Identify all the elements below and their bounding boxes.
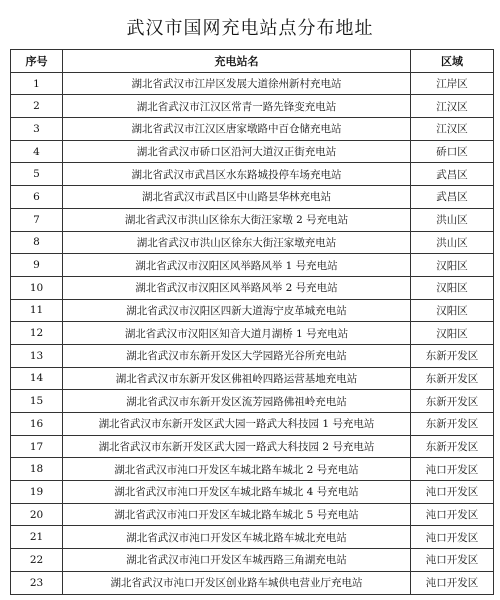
cell-station-name: 湖北省武汉市沌口开发区车城北路车城北 5 号充电站 — [63, 503, 411, 526]
cell-district: 汉阳区 — [411, 322, 494, 345]
cell-district: 东新开发区 — [411, 390, 494, 413]
table-row — [11, 458, 494, 481]
cell-station-name: 湖北省武汉市沌口开发区车城北路车城北 2 号充电站 — [63, 458, 411, 481]
table-row — [11, 413, 494, 436]
cell-station-name: 湖北省武汉市洪山区徐东大街汪家墩充电站 — [63, 231, 411, 254]
cell-index: 4 — [11, 140, 63, 163]
cell-station-name: 湖北省武汉市武昌区水东路城投停车场充电站 — [63, 163, 411, 186]
cell-index: 19 — [11, 481, 63, 504]
cell-district: 武昌区 — [411, 186, 494, 209]
table-row — [11, 95, 494, 118]
cell-station-name: 湖北省武汉市汉阳区知音大道月湖桥 1 号充电站 — [63, 322, 411, 345]
table-row — [11, 367, 494, 390]
cell-station-name: 湖北省武汉市沌口开发区创业路车城供电营业厅充电站 — [63, 571, 411, 594]
cell-index: 5 — [11, 163, 63, 186]
table-row — [11, 299, 494, 322]
cell-index: 2 — [11, 95, 63, 118]
cell-district: 江汉区 — [411, 95, 494, 118]
cell-district: 沌口开发区 — [411, 481, 494, 504]
cell-index: 16 — [11, 413, 63, 436]
cell-district: 江岸区 — [411, 72, 494, 95]
cell-district: 东新开发区 — [411, 367, 494, 390]
table-row — [11, 140, 494, 163]
cell-station-name: 湖北省武汉市沌口开发区车城西路三角湖充电站 — [63, 549, 411, 572]
cell-index: 8 — [11, 231, 63, 254]
table-row — [11, 481, 494, 504]
cell-station-name: 湖北省武汉市汉阳区风举路风举 2 号充电站 — [63, 276, 411, 299]
cell-district: 沌口开发区 — [411, 503, 494, 526]
cell-district: 汉阳区 — [411, 276, 494, 299]
cell-station-name: 湖北省武汉市洪山区徐东大街汪家墩 2 号充电站 — [63, 208, 411, 231]
cell-index: 21 — [11, 526, 63, 549]
cell-station-name: 湖北省武汉市汉阳区四新大道海宁皮革城充电站 — [63, 299, 411, 322]
cell-district: 洪山区 — [411, 231, 494, 254]
cell-station-name: 湖北省武汉市武昌区中山路昙华林充电站 — [63, 186, 411, 209]
table-row — [11, 526, 494, 549]
cell-index: 22 — [11, 549, 63, 572]
table-body — [11, 72, 494, 594]
cell-index: 3 — [11, 118, 63, 141]
cell-station-name: 湖北省武汉市汉阳区风举路风举 1 号充电站 — [63, 254, 411, 277]
cell-station-name: 湖北省武汉市东新开发区佛祖岭四路运营基地充电站 — [63, 367, 411, 390]
cell-station-name: 湖北省武汉市江岸区发展大道徐州新村充电站 — [63, 72, 411, 95]
table-row — [11, 208, 494, 231]
cell-district: 东新开发区 — [411, 435, 494, 458]
cell-station-name: 湖北省武汉市东新开发区流芳园路佛祖岭充电站 — [63, 390, 411, 413]
cell-index: 17 — [11, 435, 63, 458]
table-row — [11, 163, 494, 186]
cell-index: 6 — [11, 186, 63, 209]
page-title: 武汉市国网充电站点分布地址 — [126, 18, 374, 39]
cell-index: 20 — [11, 503, 63, 526]
cell-index: 9 — [11, 254, 63, 277]
cell-station-name: 湖北省武汉市江汉区常青一路先锋变充电站 — [63, 95, 411, 118]
cell-district: 沌口开发区 — [411, 526, 494, 549]
cell-district: 沌口开发区 — [411, 458, 494, 481]
header-district: 区域 — [411, 50, 494, 73]
table-row — [11, 322, 494, 345]
cell-index: 10 — [11, 276, 63, 299]
table-row — [11, 118, 494, 141]
cell-district: 汉阳区 — [411, 254, 494, 277]
table-row — [11, 186, 494, 209]
cell-index: 7 — [11, 208, 63, 231]
cell-index: 13 — [11, 344, 63, 367]
cell-index: 1 — [11, 72, 63, 95]
cell-index: 15 — [11, 390, 63, 413]
cell-district: 东新开发区 — [411, 413, 494, 436]
cell-district: 洪山区 — [411, 208, 494, 231]
cell-district: 江汉区 — [411, 118, 494, 141]
cell-station-name: 湖北省武汉市江汉区唐家墩路中百仓储充电站 — [63, 118, 411, 141]
cell-station-name: 湖北省武汉市东新开发区武大园一路武大科技园 1 号充电站 — [63, 413, 411, 436]
table-row — [11, 72, 494, 95]
cell-index: 11 — [11, 299, 63, 322]
cell-district: 沌口开发区 — [411, 571, 494, 594]
cell-district: 武昌区 — [411, 163, 494, 186]
table-row — [11, 390, 494, 413]
cell-index: 23 — [11, 571, 63, 594]
cell-station-name: 湖北省武汉市沌口开发区车城北路车城北 4 号充电站 — [63, 481, 411, 504]
cell-district: 沌口开发区 — [411, 549, 494, 572]
cell-district: 汉阳区 — [411, 299, 494, 322]
header-index: 序号 — [11, 50, 63, 73]
table-row — [11, 571, 494, 594]
cell-index: 14 — [11, 367, 63, 390]
station-table — [10, 49, 494, 595]
header-station-name: 充电站名 — [63, 50, 411, 73]
table-row — [11, 344, 494, 367]
cell-station-name: 湖北省武汉市东新开发区大学园路光谷所充电站 — [63, 344, 411, 367]
cell-district: 硚口区 — [411, 140, 494, 163]
cell-station-name: 湖北省武汉市东新开发区武大园一路武大科技园 2 号充电站 — [63, 435, 411, 458]
cell-index: 12 — [11, 322, 63, 345]
table-row — [11, 435, 494, 458]
table-header-row — [11, 50, 494, 73]
table-row — [11, 503, 494, 526]
table-row — [11, 254, 494, 277]
cell-index: 18 — [11, 458, 63, 481]
table-row — [11, 549, 494, 572]
cell-station-name: 湖北省武汉市沌口开发区车城北路车城北充电站 — [63, 526, 411, 549]
table-row — [11, 276, 494, 299]
cell-district: 东新开发区 — [411, 344, 494, 367]
table-row — [11, 231, 494, 254]
cell-station-name: 湖北省武汉市硚口区沿河大道汉正街充电站 — [63, 140, 411, 163]
